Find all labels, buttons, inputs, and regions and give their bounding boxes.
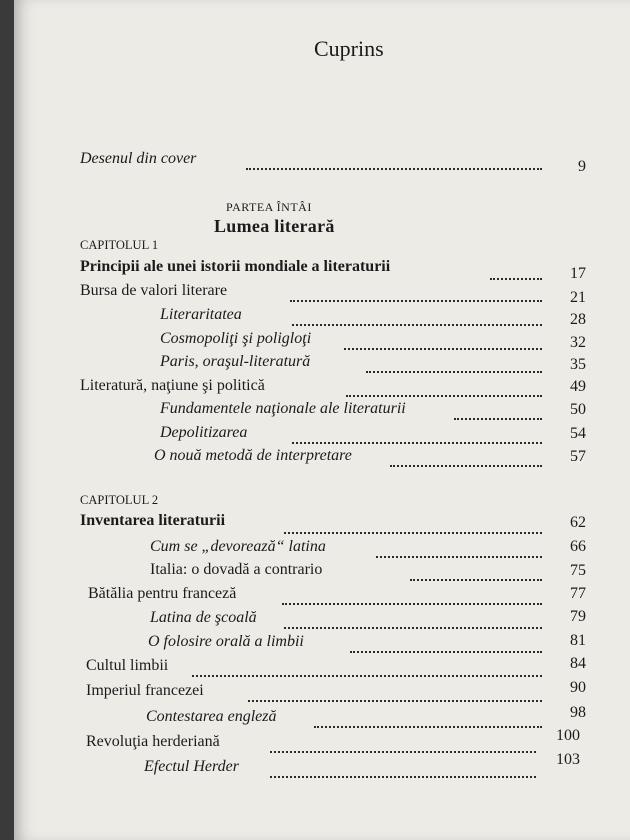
toc-entry-page: 84 (570, 655, 586, 672)
toc-entry-page: 100 (556, 727, 580, 744)
toc-entry-label: Cosmopoliţi şi poligloţi (160, 330, 312, 347)
toc-entry-page: 103 (556, 751, 580, 768)
toc-entry-label: Literaritatea (160, 306, 242, 323)
chapter-label: CAPITOLUL 1 (80, 238, 159, 252)
toc-entry-page: 35 (570, 356, 586, 373)
page-title: Cuprins (314, 36, 384, 61)
toc-entry-page: 62 (570, 514, 586, 531)
dot-leader (376, 554, 542, 558)
toc-entry-label: Latina de şcoală (150, 609, 257, 626)
toc-entry-page: 81 (570, 632, 586, 649)
dot-leader (292, 440, 542, 444)
book-page (14, 0, 630, 840)
toc-entry-label: Bătălia pentru franceză (88, 585, 237, 602)
toc-entry-page: 28 (570, 311, 586, 328)
dot-leader (346, 393, 542, 397)
dot-leader (344, 346, 542, 350)
toc-entry-label: Depolitizarea (160, 424, 248, 441)
dot-leader (290, 298, 542, 302)
toc-entry-label: Revoluţia herderiană (86, 733, 220, 750)
toc-entry-label: Imperiul francezei (86, 682, 204, 699)
dot-leader (192, 673, 542, 677)
toc-entry-label: Bursa de valori literare (80, 282, 228, 299)
toc-entry-page: 77 (570, 585, 586, 602)
toc-entry-label: O folosire orală a limbii (148, 633, 304, 650)
chapter-label: CAPITOLUL 2 (80, 493, 159, 507)
toc-entry-page: 54 (570, 425, 586, 442)
dot-leader (366, 369, 542, 373)
dot-leader (390, 463, 542, 467)
toc-entry-page: 66 (570, 538, 586, 555)
toc-entry-label: Principii ale unei istorii mondiale a literaturii (80, 258, 391, 275)
toc-entry-page: 9 (578, 158, 586, 175)
dot-leader (282, 601, 542, 605)
toc-entry-page: 50 (570, 401, 586, 418)
toc-entry-page: 75 (570, 562, 586, 579)
dot-leader (490, 276, 542, 280)
dot-leader (284, 625, 542, 629)
toc-entry-page: 21 (570, 289, 586, 306)
toc-entry-label: Paris, oraşul-literatură (160, 353, 311, 370)
toc-entry-label: O nouă metodă de interpretare (154, 447, 352, 464)
toc-entry-page: 57 (570, 448, 586, 465)
dot-leader (350, 649, 542, 653)
toc-entry-label: Cultul limbii (86, 657, 169, 674)
dot-leader (270, 749, 536, 753)
toc-entry-label: Efectul Herder (144, 758, 239, 775)
dot-leader (270, 774, 536, 778)
dot-leader (284, 530, 542, 534)
part-label: PARTEA ÎNTÂI (226, 200, 312, 214)
dot-leader (292, 322, 542, 326)
part-title: Lumea literară (214, 216, 335, 236)
toc-entry-label: Fundamentele naţionale ale literaturii (160, 400, 406, 417)
dot-leader (454, 416, 542, 420)
toc-entry-label: Literatură, naţiune şi politică (80, 377, 265, 394)
toc-entry-label: Desenul din cover (80, 150, 197, 167)
toc-entry-page: 90 (570, 679, 586, 696)
toc-entry-label: Inventarea literaturii (80, 512, 226, 529)
toc-entry-page: 17 (570, 265, 586, 282)
toc-entry-page: 32 (570, 334, 586, 351)
toc-entry-page: 79 (570, 608, 586, 625)
toc-entry-label: Italia: o dovadă a contrario (150, 561, 323, 578)
toc-entry-page: 49 (570, 378, 586, 395)
dot-leader (314, 724, 542, 728)
dot-leader (246, 166, 542, 170)
dot-leader (410, 577, 542, 581)
toc-entry-page: 98 (570, 704, 586, 721)
toc-entry-label: Cum se „devorează“ latina (150, 538, 326, 555)
dot-leader (248, 698, 542, 702)
toc-entry-label: Contestarea engleză (146, 708, 277, 725)
